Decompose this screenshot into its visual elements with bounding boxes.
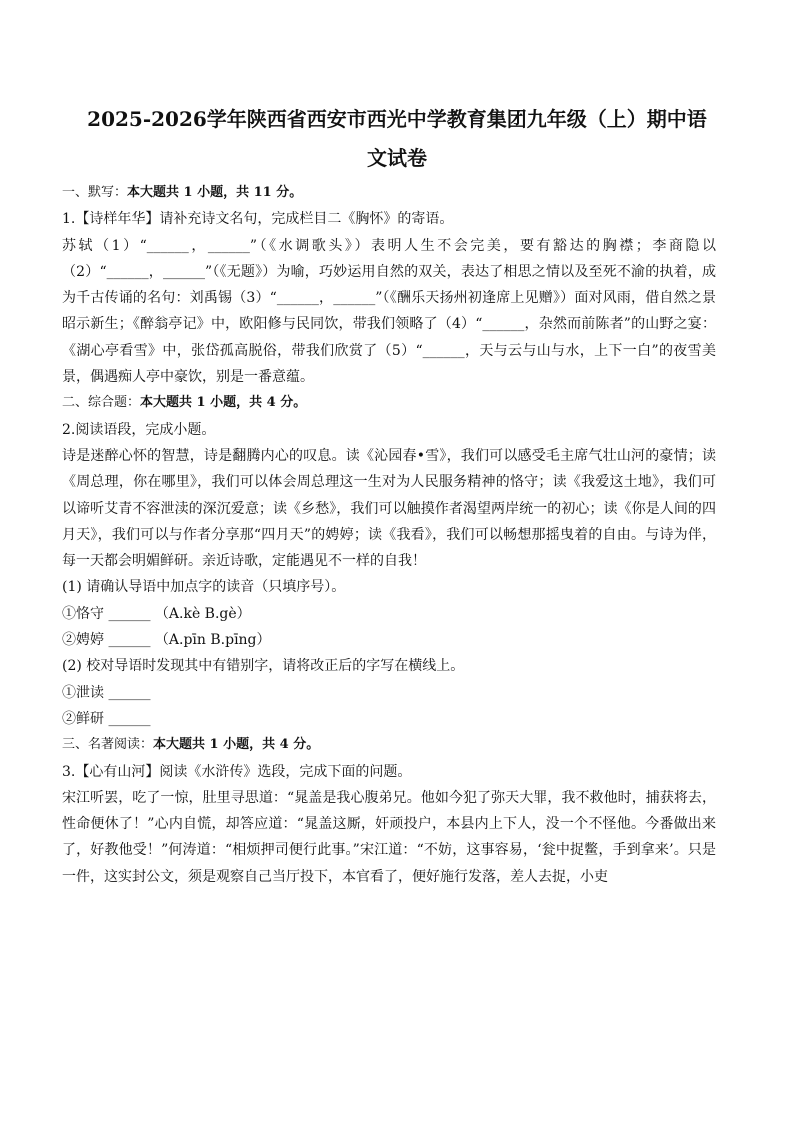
section-1-desc: 本大题共 1 小题，共 11 分。 xyxy=(127,185,303,200)
exam-title-line1: 2025-2026学年陕西省西安市西光中学教育集团九年级（上）期中语 xyxy=(87,107,707,131)
section-2-label: 二、综合题： xyxy=(62,395,141,411)
question-3-passage: 宋江听罢，吃了一惊，肚里寻思道：“晁盖是我心腹弟兄。他如今犯了弥天大罪，我不救他时，捕获将去，性命便休了！”心内自慌，却答应道：“晁盖这厮，奸顽投户，本县内上下人，没一个不怪他。今番做出来了，好教他受！”何涛道：“相烦押司便行此事。”宋江道：“不妨，这事容易，‘瓮中捉鳖，手到拿来’。只是一件，这实封公文，须是观察自己当厅投下，本官看了，便好施行发落，差人去捉，小吏 xyxy=(62,789,716,885)
question-2-sub2-b: ②鲜研 ______ xyxy=(62,710,151,727)
section-2-header xyxy=(62,390,716,416)
section-2-desc: 本大题共 1 小题，共 4 分。 xyxy=(140,395,307,411)
question-2-passage: 诗是迷醉心怀的智慧，诗是翻腾内心的叹息。读《沁园春•雪》，我们可以感受毛主席气壮山河的豪情；读《周总理，你在哪里》，我们可以体会周总理这一生对为人民服务精神的恪守；读《我爱这土地》，我们可以谛听艾青不容泄渎的深沉爱意；读《乡愁》，我们可以触摸作者渴望两岸统一的初心；读《你是人间的四月天》，我们可以与作者分享那“四月天”的娉婷；读《我看》，我们可以畅想那摇曳着的自由。与诗为伴，每一天都会明媚鲜研。亲近诗歌，定能遇见不一样的自我！ xyxy=(62,447,716,570)
section-3-label: 三、名著阅读： xyxy=(62,737,154,753)
question-2-sub2-a: ①泄读 ______ xyxy=(62,684,151,701)
question-2-sub1-b: ②娉婷 ______ （A.pīn B.pīng） xyxy=(62,632,271,649)
question-2-sub1-a: ①恪守 ______ （A.kè B.gè） xyxy=(62,605,251,622)
question-2-prompt: 2.阅读语段，完成小题。 xyxy=(62,421,216,438)
question-1-text: 苏轼（1）“______，______”（《水调歌头》）表明人生不会完美，要有豁达的胸襟；李商隐以（2）“______，______”（《无题》）为喻，巧妙运用自然的双关，表达了相思之情以及至死不渝的执着，成为千古传诵的名句：刘禹锡（3）“______，______”（《酬乐天扬州初逢席上见赠》）面对风雨，借自然之景昭示新生；《醉翁亭记》中，欧阳修与民同饮，带我们领略了（4）“______，杂然而前陈者”的山野之宴：《湖心亭看雪》中，张岱孤高脱俗，带我们欣赏了（5）“______，天与云与山与水，上下一白”的夜雪美景，偶遇痴人亭中豪饮，别是一番意蕴。 xyxy=(62,237,716,386)
section-1-label: 一、默写： xyxy=(62,185,128,200)
question-2-sub2: (2) 校对导语时发现其中有错别字，请将改正后的字写在横线上。 xyxy=(62,658,465,675)
section-1-header xyxy=(62,180,716,206)
question-1-prompt: 1.【诗样年华】请补充诗文名句，完成栏目二《胸怀》的寄语。 xyxy=(62,211,454,228)
exam-title-line2: 文试卷 xyxy=(367,146,427,170)
question-3-prompt: 3.【心有山河】阅读《水浒传》选段，完成下面的问题。 xyxy=(62,763,412,780)
question-2-sub1: (1) 请确认导语中加点字的读音（只填序号）。 xyxy=(62,579,346,596)
section-3-header xyxy=(62,732,716,758)
exam-body xyxy=(62,180,716,890)
section-3-desc: 本大题共 1 小题，共 4 分。 xyxy=(153,737,320,753)
